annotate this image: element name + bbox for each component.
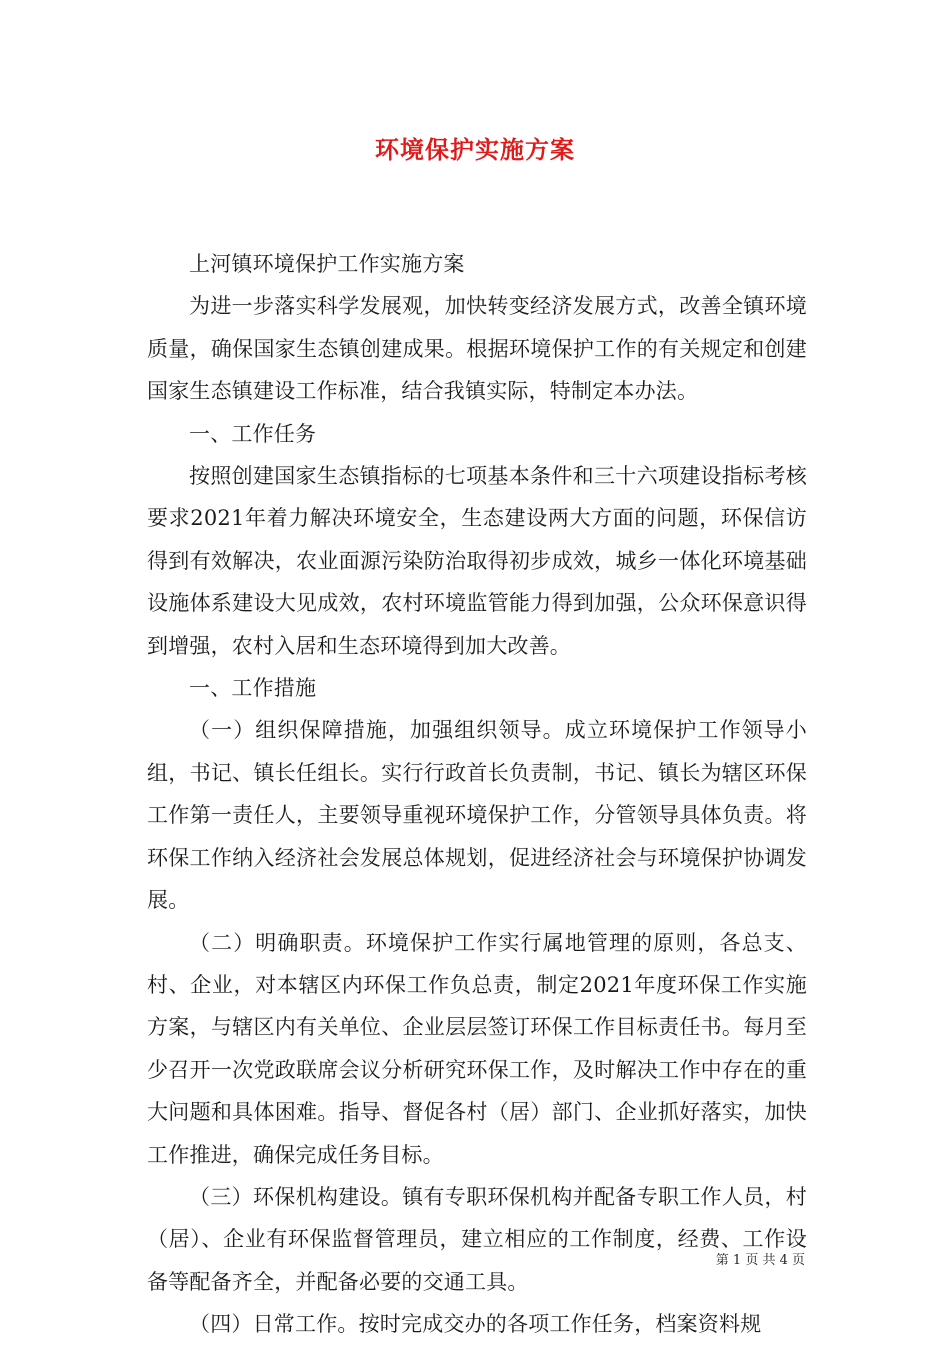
heading-work-measures: 一、工作措施 [189, 676, 317, 701]
paragraph-measure-1: （一）组织保障措施，加强组织领导。成立环境保护工作领导小组，书记、镇长任组长。实行行政首长负责制，书记、镇长为辖区环保工作第一责任人，主要领导重视环境保护工作，分管领导具体负责。将环保工作纳入经济社会发展总体规划，促进经济社会与环境保护协调发展。 [147, 718, 807, 913]
paragraph-measure-3: （三）环保机构建设。镇有专职环保机构并配备专职工作人员，村（居）、企业有环保监督管理员，建立相应的工作制度，经费、工作设备等配备齐全，并配备必要的交通工具。 [147, 1184, 807, 1294]
heading-work-tasks: 一、工作任务 [189, 421, 317, 446]
document-body [147, 243, 807, 1346]
paragraph-intro: 为进一步落实科学发展观，加快转变经济发展方式，改善全镇环境质量，确保国家生态镇创建成果。根据环境保护工作的有关规定和创建国家生态镇建设工作标准，结合我镇实际，特制定本办法。 [147, 294, 807, 404]
page-number-footer: 第 1 页 共 4 页 [715, 1253, 805, 1268]
document-title: 环境保护实施方案 [375, 135, 575, 164]
paragraph-work-tasks: 按照创建国家生态镇指标的七项基本条件和三十六项建设指标考核要求2021年着力解决环境安全，生态建设两大方面的问题，环保信访得到有效解决，农业面源污染防治取得初步成效，城乡一体化环境基础设施体系建设大见成效，农村环境监管能力得到加强，公众环保意识得到增强，农村入居和生态环境得到加大改善。 [147, 464, 807, 658]
paragraph-measure-4: （四）日常工作。按时完成交办的各项工作任务，档案资料规 [189, 1312, 762, 1337]
paragraph-measure-2: （二）明确职责。环境保护工作实行属地管理的原则，各总支、村、企业，对本辖区内环保工作负总责，制定2021年度环保工作实施方案，与辖区内有关单位、企业层层签订环保工作目标责任书。每月至少召开一次党政联席会议分析研究环保工作，及时解决工作中存在的重大问题和具体困难。指导、督促各村（居）部门、企业抓好落实，加快工作推进，确保完成任务目标。 [147, 930, 807, 1167]
paragraph-subtitle: 上河镇环境保护工作实施方案 [189, 252, 465, 276]
